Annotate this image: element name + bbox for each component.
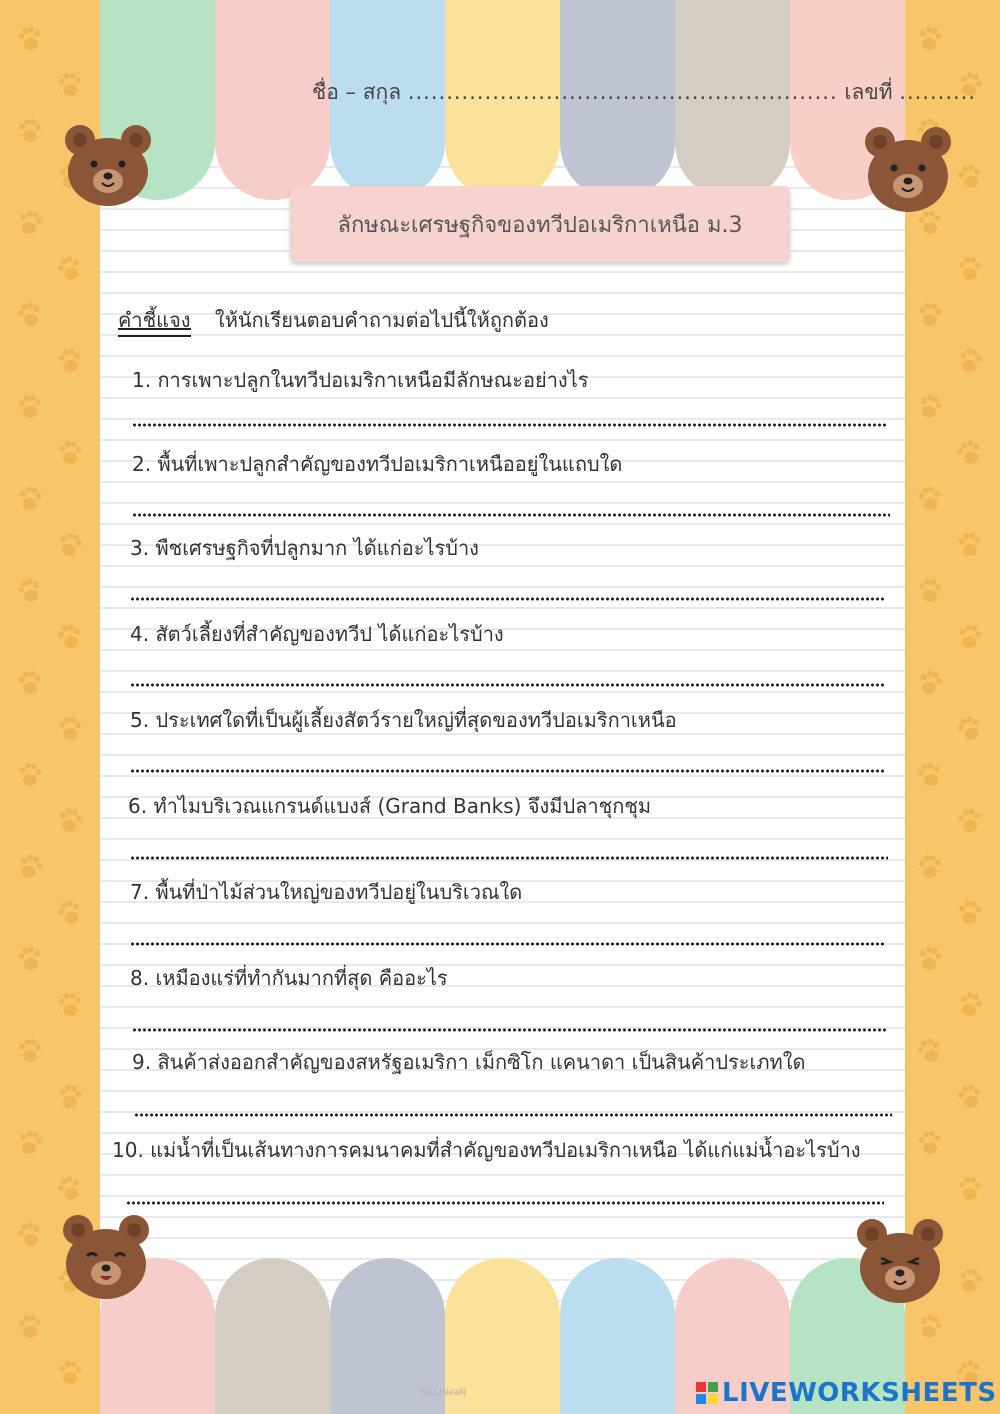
paw-print-icon: [17, 485, 43, 511]
logo-square: [708, 1382, 718, 1392]
paw-print-icon: [19, 1039, 42, 1063]
liveworksheets-brand[interactable]: [696, 1376, 997, 1410]
paw-print-icon: [58, 1084, 83, 1110]
paw-print-icon: [57, 807, 83, 834]
paw-print-icon: [57, 623, 83, 650]
paw-print-icon: [957, 347, 983, 374]
question-4: 4. สัตว์เลี้ยงที่สำคัญของทวีป ได้แก่อะไรบ้าง: [130, 622, 504, 646]
answer-line-5[interactable]: [130, 769, 885, 773]
paw-print-icon: [55, 1174, 84, 1203]
question-9: 9. สินค้าส่งออกสำคัญของสหรัฐอเมริกา เม็กซิโก แคนาดา เป็นสินค้าประเภทใด: [132, 1050, 806, 1074]
question-10: 10. แม่น้ำที่เป็นเส้นทางการคมนาคมที่สำคัญของทวีปอเมริกาเหนือ ได้แก่แม่น้ำอะไรบ้าง: [112, 1138, 861, 1162]
paw-print-icon: [916, 1312, 944, 1341]
bear-top-left-icon: [62, 124, 154, 208]
paw-print-icon: [18, 670, 42, 695]
question-8: 8. เหมืองแร่ที่ทำกันมากที่สุด คืออะไร: [130, 966, 448, 990]
paw-print-icon: [16, 576, 44, 605]
paw-print-icon: [56, 898, 83, 926]
worksheet-title: ลักษณะเศรษฐกิจของทวีปอเมริกาเหนือ ม.3: [337, 212, 743, 238]
answer-line-3[interactable]: [130, 597, 885, 601]
bear-bottom-left-icon: [60, 1214, 152, 1300]
answer-line-6[interactable]: [130, 856, 888, 860]
paw-print-icon: [17, 209, 44, 237]
paw-print-icon: [18, 762, 42, 787]
instructions: [118, 304, 549, 336]
answer-line-4[interactable]: [130, 683, 885, 687]
paw-print-icon: [17, 1129, 44, 1157]
paw-print-icon: [16, 1221, 43, 1249]
paw-print-icon: [919, 579, 942, 603]
paw-print-icon: [17, 25, 43, 51]
paw-print-icon: [957, 163, 983, 190]
question-3: 3. พืชเศรษฐกิจที่ปลูกมาก ได้แก่อะไรบ้าง: [130, 536, 479, 560]
paw-print-icon: [58, 992, 82, 1016]
paw-print-icon: [917, 945, 943, 971]
answer-line-7[interactable]: [130, 942, 885, 946]
liveworksheets-logo-icon: [696, 1382, 718, 1404]
paw-print-icon: [58, 440, 82, 464]
question-5: 5. ประเทศใดที่เป็นผู้เลี้ยงสัตว์รายใหญ่ที่สุดของทวีปอเมริกาเหนือ: [130, 708, 677, 732]
answer-line-10[interactable]: [126, 1201, 884, 1205]
paw-print-icon: [957, 990, 984, 1018]
paw-print-icon: [959, 257, 981, 280]
color-stripe: [215, 1258, 330, 1414]
question-7: 7. พื้นที่ป่าไม้ส่วนใหญ่ของทวีปอยู่ในบริเวณใด: [130, 880, 523, 904]
paw-print-icon: [917, 485, 943, 511]
paw-print-icon: [16, 301, 43, 329]
paw-print-icon: [16, 852, 44, 881]
paw-print-icon: [958, 532, 982, 556]
logo-square: [696, 1382, 706, 1392]
paw-print-icon: [918, 1130, 942, 1155]
paw-print-icon: [19, 119, 42, 143]
paw-print-icon: [958, 624, 983, 650]
question-1: 1. การเพาะปลูกในทวีปอเมริกาเหนือมีลักษณะอย่างไร: [132, 368, 589, 392]
question-6: 6. ทำไมบริเวณแกรนด์แบงส์ (Grand Banks) จึงมีปลาชุกชุม: [128, 794, 652, 818]
paw-print-icon: [19, 395, 42, 419]
question-2: 2. พื้นที่เพาะปลูกสำคัญของทวีปอเมริกาเหนืออยู่ในแถบใด: [132, 452, 623, 476]
instructions-label: คำชี้แจง: [118, 308, 191, 332]
paw-print-icon: [59, 717, 81, 740]
paw-print-icon: [957, 1267, 983, 1294]
number-blank[interactable]: ..........: [899, 80, 977, 104]
paw-print-icon: [58, 72, 82, 96]
paw-print-icon: [57, 348, 82, 374]
number-label: เลขที่: [844, 80, 893, 104]
paw-print-icon: [959, 1177, 981, 1200]
logo-square: [696, 1394, 706, 1404]
paw-print-icon: [17, 945, 43, 971]
paw-print-icon: [916, 761, 943, 789]
paw-print-icon: [955, 714, 984, 743]
paw-print-icon: [916, 392, 944, 421]
paw-print-icon: [55, 254, 84, 283]
paw-print-icon: [957, 1083, 983, 1110]
paw-print-icon: [19, 1315, 42, 1339]
paw-print-icon: [58, 1360, 82, 1384]
name-number-line: [312, 76, 977, 109]
artist-watermark: NiLLiNeaN: [420, 1388, 467, 1398]
paw-print-icon: [917, 669, 944, 697]
paw-print-icon: [57, 530, 84, 558]
paw-print-icon: [957, 808, 982, 834]
answer-line-8[interactable]: [132, 1028, 888, 1032]
paw-print-icon: [917, 25, 943, 51]
answer-line-1[interactable]: [132, 423, 887, 427]
bear-top-right-icon: [862, 126, 954, 214]
color-stripe: [560, 1258, 675, 1414]
logo-square: [708, 1394, 718, 1404]
answer-line-9[interactable]: [134, 1113, 892, 1117]
paw-print-icon: [956, 438, 983, 466]
name-label: ชื่อ – สกุล: [312, 80, 402, 104]
brand-name: LIVEWORKSHEETS: [722, 1378, 997, 1408]
paw-print-icon: [916, 1036, 944, 1065]
paw-print-icon: [919, 855, 942, 879]
answer-line-2[interactable]: [132, 513, 890, 517]
name-blank[interactable]: ........................................................: [407, 80, 838, 104]
paw-print-icon: [958, 900, 982, 924]
bear-bottom-right-icon: [854, 1218, 946, 1304]
paw-print-icon: [918, 302, 942, 327]
worksheet-title-box: [290, 186, 790, 262]
instructions-text: ให้นักเรียนตอบคำถามต่อไปนี้ให้ถูกต้อง: [214, 308, 549, 332]
